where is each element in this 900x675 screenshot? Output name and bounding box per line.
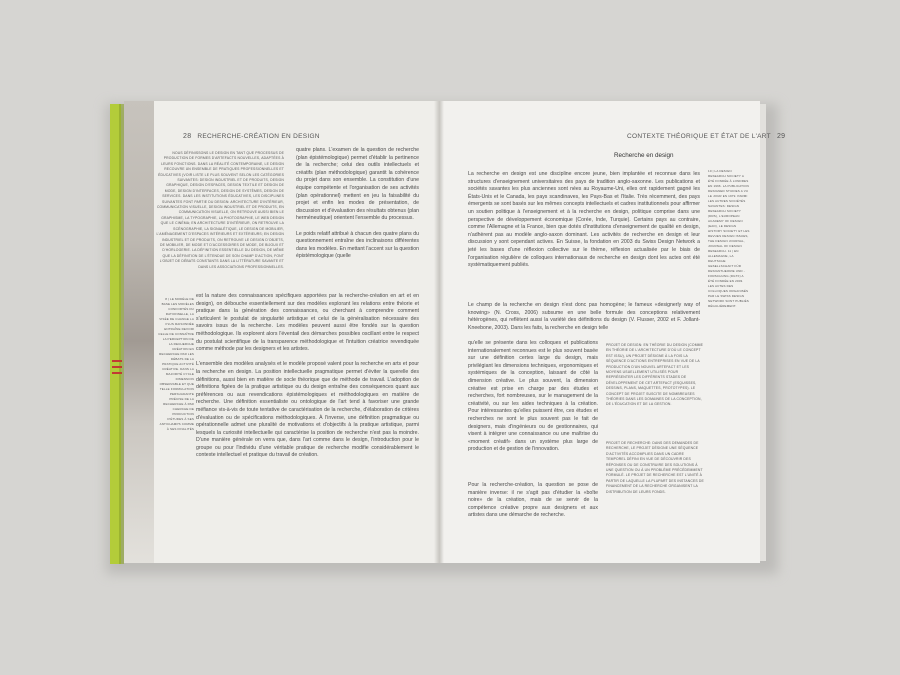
right-column-text-2: Pour la recherche-création, la question se pose de manière inverse: il ne s'agit pas d'étudier la «boîte noire» de la création, mais de se servir de la compétence créative propre aux designers et aux artistes dans une démarche de recherche. bbox=[468, 482, 598, 519]
book-edge-stripe bbox=[112, 366, 122, 368]
right-running-title: CONTEXTE THÉORIQUE ET ÉTAT DE L'ART bbox=[627, 133, 771, 140]
left-column-upper bbox=[296, 147, 419, 293]
left-page-header bbox=[183, 133, 320, 140]
right-margin-notes: 10 | LA DESIGN RESEARCH SOCIETY A ÉTÉ FONDÉE À LONDRES EN 1966. LA PUBLICATION DESIGNED STUDIES A VU LE JOUR EN 1979. PARMI LES AUTRES SOCIÉTÉS SAVANTES: DESIGN RESEARCH SOCIETY (DRS), L'EUROPEAN ACADEMY OF DESIGN (EAD), LE DESIGN HISTORY SOCIETY ET LES REVUES DESIGN ISSUES, THE DESIGN JOURNAL, JOURNAL OF DESIGN RESEARCH. 11 | EN ALLEMAGNE, LA DEUTSCHE GESELLSCHAFT FÜR DESIGNTHEORIE UND -FORSCHUNG (DGTF) A ÉTÉ FONDÉE EN 2003. LES ACTES DES COLLOQUES ORGANISÉS PAR LE SWISS DESIGN NETWORK SONT PUBLIÉS RÉGULIÈREMENT. bbox=[708, 169, 750, 308]
left-margin-note: 8 | LE MODÈLE DE BASE LES MODÈLES CONFORTÉS DU RATIONNELLE, LA VISÉE DE CHANGE LA PLUS RAISONNÉE ENTRAÎNE DEVOIR CELLE DE CONNAÎTRE LA PERCEPTION DE LA RECHERCHE CRÉATION EN RECHERCHE PAR LES DÉBATS DE LA PRATIQUE ACTIVITÉ CRÉATIVE. DANS LA MAJORITÉ CYCLE DIMENSION OBSERVABLE ET QUE TELLE FORMULATION PERSUADANTE PRÉCISE DE LA RECHERCHE À PAR CHERCHE DE PRODUCTION D'ÉTUDES À SES ANTICHAMPS COMME À SES FINALITÉS bbox=[158, 297, 194, 431]
right-column-text: qu'elle se présente dans les colloques et publications internationalement reconnues est le plus souvent basée sur une définition certes large du design, mais privilégiant les dimensions techniques, ergonomiques et systémiques de la conception, laissant de côté la dimension créative. Le plus souvent, la dimension créative est prise en charge par des études et recherches, fort nombreuses, sur le management de la créativité, ou sur les aides techniques à la création. Pour intéressantes qu'elles puissent être, ces études et recherches ne sont le plus souvent pas le fait de designers, mais d'ingénieurs ou de gestionnaires, qui visent à intégrer une connaissance ou une maîtrise du «moment créatif» dans un système plus large de production et de gestion de l'innovation. bbox=[468, 340, 598, 453]
book-edge-stripe bbox=[112, 372, 122, 374]
paragraph: L'ensemble des modèles analysés et le modèle proposé valent pour la recherche en arts et pour la recherche en design. La position intellectuelle pragmatique permet d'éviter la querelle des définitions, aussi bien en matière de socle théorique que de méthode de travail. L'adoption de définitions figées de la pratique artistique ou du design entraîne des conséquences quant aux préférences ou aux revendications épistémologiques et méthodologiques en matière de recherche. Une définition essentialiste ou ontologique de l'art tend à favoriser une grande méfiance vis-à-vis de toute tentative de caractérisation de la recherche, d'élaboration de critères d'évaluation ou de spécifications méthodologiques. À l'inverse, une définition pragmatique ou opérationnelle admet une pluralité de motivations et d'objectifs à la pratique artistique, parmi lesquels la curiosité intellectuelle qui caractérise la position de recherche n'est pas la moindre. D'une manière générale on verra que, dans l'art comme dans le design, l'introduction pour le groupe ou pour l'individu d'une véritable pratique de recherche modifie considérablement le contexte intellectuel et pratique du travail de création. bbox=[196, 361, 419, 459]
paragraph: Le poids relatif attribué à chacun des quatre plans du questionnement entraîne des inclinaisons différentes dans les modèles. En mettant l'accent sur la question épistémologique (quelle bbox=[296, 230, 419, 260]
page-photo-strip bbox=[124, 101, 154, 563]
book-spine bbox=[434, 101, 444, 563]
right-page-number: 29 bbox=[776, 133, 786, 140]
left-wide-column bbox=[196, 293, 419, 501]
left-sidebar-text: NOUS DÉFINISSONS LE DESIGN EN TANT QUE PROCESSUS DE PRODUCTION DE FORMES D'ARTEFACTS NOUVELLES, ADAPTÉES À LEURS FONCTIONS. DANS LA RÉALITÉ CONTEMPORAINE, LE DESIGN RECOUVRE UN ENSEMBLE DE PRATIQUES PROFESSIONNELLES ET ÉDUCATIVES (VOIR LISTE LE PLUS SOUVENT SELON LES CATÉGORIES SUIVANTES: DESIGN INDUSTRIEL ET DE PRODUITS, DESIGN GRAPHIQUE, DESIGN D'ESPACES, DESIGN TEXTILE ET DESIGN DE MODE, DESIGN D'INTERFACES, DESIGN DE SYSTÈMES, DESIGN DE SERVICES. DANS LES INSTITUTIONS ÉDUCATIVES, LES DISCIPLINES SUIVANTES FONT PARTIE DU DESIGN: ARCHITECTURE D'INTÉRIEUR, COMMUNICATION VISUELLE, DESIGN INDUSTRIEL ET DE PRODUITS, EN COMMUNICATION VISUELLE, ON RETROUVE AUSSI BIEN LE GRAPHISME, LA TYPOGRAPHIE, LA PHOTOGRAPHIE, LE WEB DESIGN QUE LE CINÉMA; EN ARCHITECTURE D'INTÉRIEUR, ON RETROUVE LA SCÉNOGRAPHIE, LA SIGNALÉTIQUE, LE DESIGN DE MOBILIER, L'AMÉNAGEMENT D'ESPACES INTÉRIEURS ET EXTÉRIEURS; EN DESIGN INDUSTRIEL ET DE PRODUITS, ON RETROUVE LE DESIGN D'OBJETS, DE MOBILIER, DE MODE ET D'ACCESSOIRES DE MODE, DE BIJOUX ET D'HORLOGERIE. LA DÉFINITION ESSENTIELLE DU DESIGN, DE MÊME QUE LA DÉFINITION DE L'ÉTENDUE DE SON CHAMP D'ACTION, FONT L'OBJET DE DÉBATS CONSTANTS DANS LA LITTÉRATURE SAVANTE ET DANS LES ASSOCIATIONS PROFESSIONNELLES. bbox=[156, 151, 284, 269]
book-edge-stripe bbox=[112, 360, 122, 362]
right-page-header bbox=[627, 133, 785, 140]
left-page-number: 28 bbox=[183, 133, 192, 140]
right-para-top: Le champ de la recherche en design n'est donc pas homogène; le fameux «designerly way of knowing» (N. Cross, 2006) subsume en une belle formule des conceptions relativement hétérogènes, qui reflètent aussi la variété des définitions du design (V. Flusser, 2002 et F. Jollant-Kneebone, 2003). Dans les faits, la recherche en design telle bbox=[468, 302, 700, 331]
definition-project-design: PROJET DE DESIGN: EN THÉORIE DU DESIGN (COMME EN THÉORIE DE L'ARCHITECTURE D'OÙ LE CONCEPT EST ISSU), UN PROJET DÉSIGNE À LA FOIS LA SÉQUENCE D'ACTIONS ENTREPRISES EN VUE DE LA PRODUCTION D'UN NOUVEL ARTEFACT ET LES MOYENS USUELLEMENT UTILISÉS POUR REPRÉSENTER LES DIFFÉRENTS STADES DE DÉVELOPPEMENT DE CET ARTEFACT (ESQUISSES, DESSINS, PLANS, MAQUETTES, PROTOTYPES). LE CONCEPT DE PROJET SUSCITE DE NOMBREUSES THÉORIES DANS LES DOMAINES DE LA CONCEPTION, DE L'ÉDUCATION ET DE LA GESTION. bbox=[606, 343, 704, 407]
right-intro-text: La recherche en design est une discipline encore jeune, bien implantée et reconnue dans les structures d'enseignement universitaires des pays de tradition anglo-saxonne. Les publications et sociétés savantes les plus anciennes sont nées au Royaume-Uni, elles ont rapidement gagné les États-Unis et le Canada, les pays scandinaves, les Pays-Bas et l'Italie. Très récemment, des pays émergents se sont basés sur les mêmes concepts intellectuels et cadres institutionnels pour affirmer un soutien politique à l'enseignement et à la recherche en design, politique comprise dans une perspective de développement économique (Corée, Inde, Turquie). Certains pays au contraire, comme l'Allemagne et la France, bien que dotés d'institutions d'enseignement de qualité en design, n'adhèrent pas au modèle anglo-saxon dominant. Les activités de recherche en design et leur discussion y sont cependant actives. En Suisse, la fondation en 2003 du Swiss Design Network a jeté les bases d'une réflexion collective sur le thème, réflexion actualisée par le biais de l'organisation régulière de colloques internationaux de recherche en design dont les actes ont été systématiquement publiés. bbox=[468, 171, 700, 269]
paragraph: quatre plans. L'examen de la question de recherche (plan épistémologique) permet d'établir la pertinence de la recherche; celui des outils intellectuels et créatifs (plan méthodologique) garantit la cohérence du projet dans son ensemble. La constitution d'une équipe compétente et l'organisation de ses activités (plan opérationnel) mettent en jeu la faisabilité du projet et enfin les modes de présentation, de discussion et d'évaluation des résultats obtenus (plan herméneutique) orientent l'ensemble du processus. bbox=[296, 147, 419, 222]
section-heading: Recherche en design bbox=[614, 152, 674, 159]
paragraph: est la nature des connaissances spécifiques apportées par la recherche-création en art et en design), on débouche essentiellement sur des modèles explorant les relations entre théorie et pratique dans la génération des connaissances, ou cherchant à comprendre comment s'articulent le postulat de singularité artistique et celui de la généralisation nécessaire des savoirs issus de la recherche. Les modèles peuvent aussi être fondés sur la question méthodologique. Ils explorent alors l'éventail des démarches possibles oscillant entre le respect du postulat scientifique de la transparence méthodologique et l'intuition créatrice revendiquée comme méthode par les designers et les artistes. bbox=[196, 293, 419, 353]
definition-project-research: PROJET DE RECHERCHE: DANS DES DEMANDES DE RECHERCHE, LE PROJET DÉSIGNE UNE SÉQUENCE D'ACTIVITÉS ACCOMPLIES DANS UN CADRE TEMPOREL DÉFINI EN VUE DE DÉCOUVRIR DES RÉPONSES OU DE CONSTRUIRE DES SOLUTIONS À UNE QUESTION OU À UN PROBLÈME PRÉCÉDEMMENT FORMULÉ. LE PROJET DE RECHERCHE EST L'UNITÉ À PARTIR DE LAQUELLE LA PLUPART DES INSTANCES DE FINANCEMENT DE LA RECHERCHE ORGANISENT LA DISTRIBUTION DE LEURS FONDS. bbox=[606, 441, 704, 494]
page-stack-edge bbox=[760, 104, 766, 561]
left-running-title: RECHERCHE-CRÉATION EN DESIGN bbox=[197, 133, 320, 140]
